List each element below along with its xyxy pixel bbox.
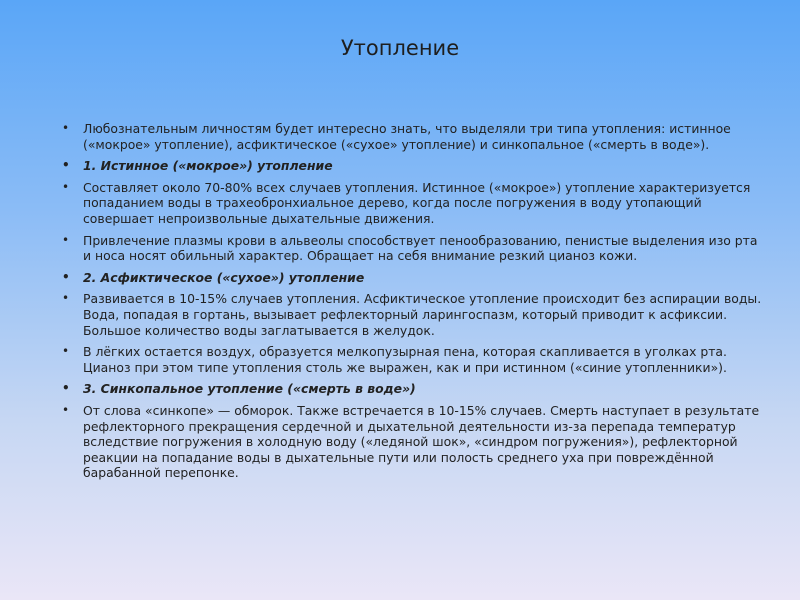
section-heading <box>62 381 767 397</box>
section-heading-text: 3. Синкопальное утопление («смерть в воде») <box>83 381 416 397</box>
bullet-text: Составляет около 70-80% всех случаев утопления. Истинное («мокрое») утопление характеризуется попаданием воды в трахеобронхиальное дерево, когда после погружения в воду утопающий совершает непроизвольные дыхательные движения. <box>83 179 751 226</box>
section-heading-text: 2. Асфиктическое («сухое») утопление <box>83 269 365 285</box>
section-heading <box>62 270 767 286</box>
bullet-item <box>62 233 767 264</box>
bullet-icon: • <box>62 179 70 194</box>
slide-body <box>62 121 767 487</box>
bullet-icon: • <box>62 344 70 359</box>
bullet-item <box>62 291 767 338</box>
bullet-icon: • <box>62 402 70 417</box>
bullet-item <box>62 121 767 152</box>
slide-title: Утопление <box>340 36 460 60</box>
section-heading <box>62 158 767 174</box>
bullet-item <box>62 180 767 227</box>
bullet-item <box>62 344 767 375</box>
bullet-text: Привлечение плазмы крови в альвеолы способствует пенообразованию, пенистые выделения изо рта и носа носят обильный характер. Обращает на себя внимание резкий цианоз кожи. <box>83 232 758 264</box>
bullet-text: Любознательным личностям будет интересно знать, что выделяли три типа утопления: истинное («мокрое» утопление), асфиктическое («сухое» утопление) и синкопальное («смерть в воде»). <box>83 121 731 152</box>
bullet-icon: • <box>62 269 70 284</box>
bullet-text: От слова «синкопе» — обморок. Также встречается в 10-15% случаев. Смерть наступает в результате рефлекторного прекращения сердечной и дыхательной деятельности из-за перепада температур вследствие погружения в холодную воду («ледяной шок», «синдром погружения»), рефлекторной реакции на попадание воды в дыхательные пути или полость среднего уха при повреждённой барабанной перепонке. <box>83 402 760 481</box>
bullet-text: В лёгких остается воздух, образуется мелкопузырная пена, которая скапливается в уголках рта. Цианоз при этом типе утопления столь же выражен, как и при истинном («синие утопленники»). <box>83 344 727 375</box>
bullet-list <box>62 121 767 481</box>
section-heading-text: 1. Истинное («мокрое») утопление <box>83 158 333 174</box>
bullet-icon: • <box>62 291 70 306</box>
bullet-text: Развивается в 10-15% случаев утопления. Асфиктическое утопление происходит без аспирации воды. Вода, попадая в гортань, вызывает рефлекторный ларингоспазм, который приводит к асфиксии. Большое количество воды заглатывается в желудок. <box>83 291 762 338</box>
bullet-icon: • <box>62 232 70 247</box>
bullet-item <box>62 403 767 481</box>
bullet-icon: • <box>62 381 70 396</box>
bullet-icon: • <box>62 158 70 173</box>
bullet-icon: • <box>62 121 70 135</box>
